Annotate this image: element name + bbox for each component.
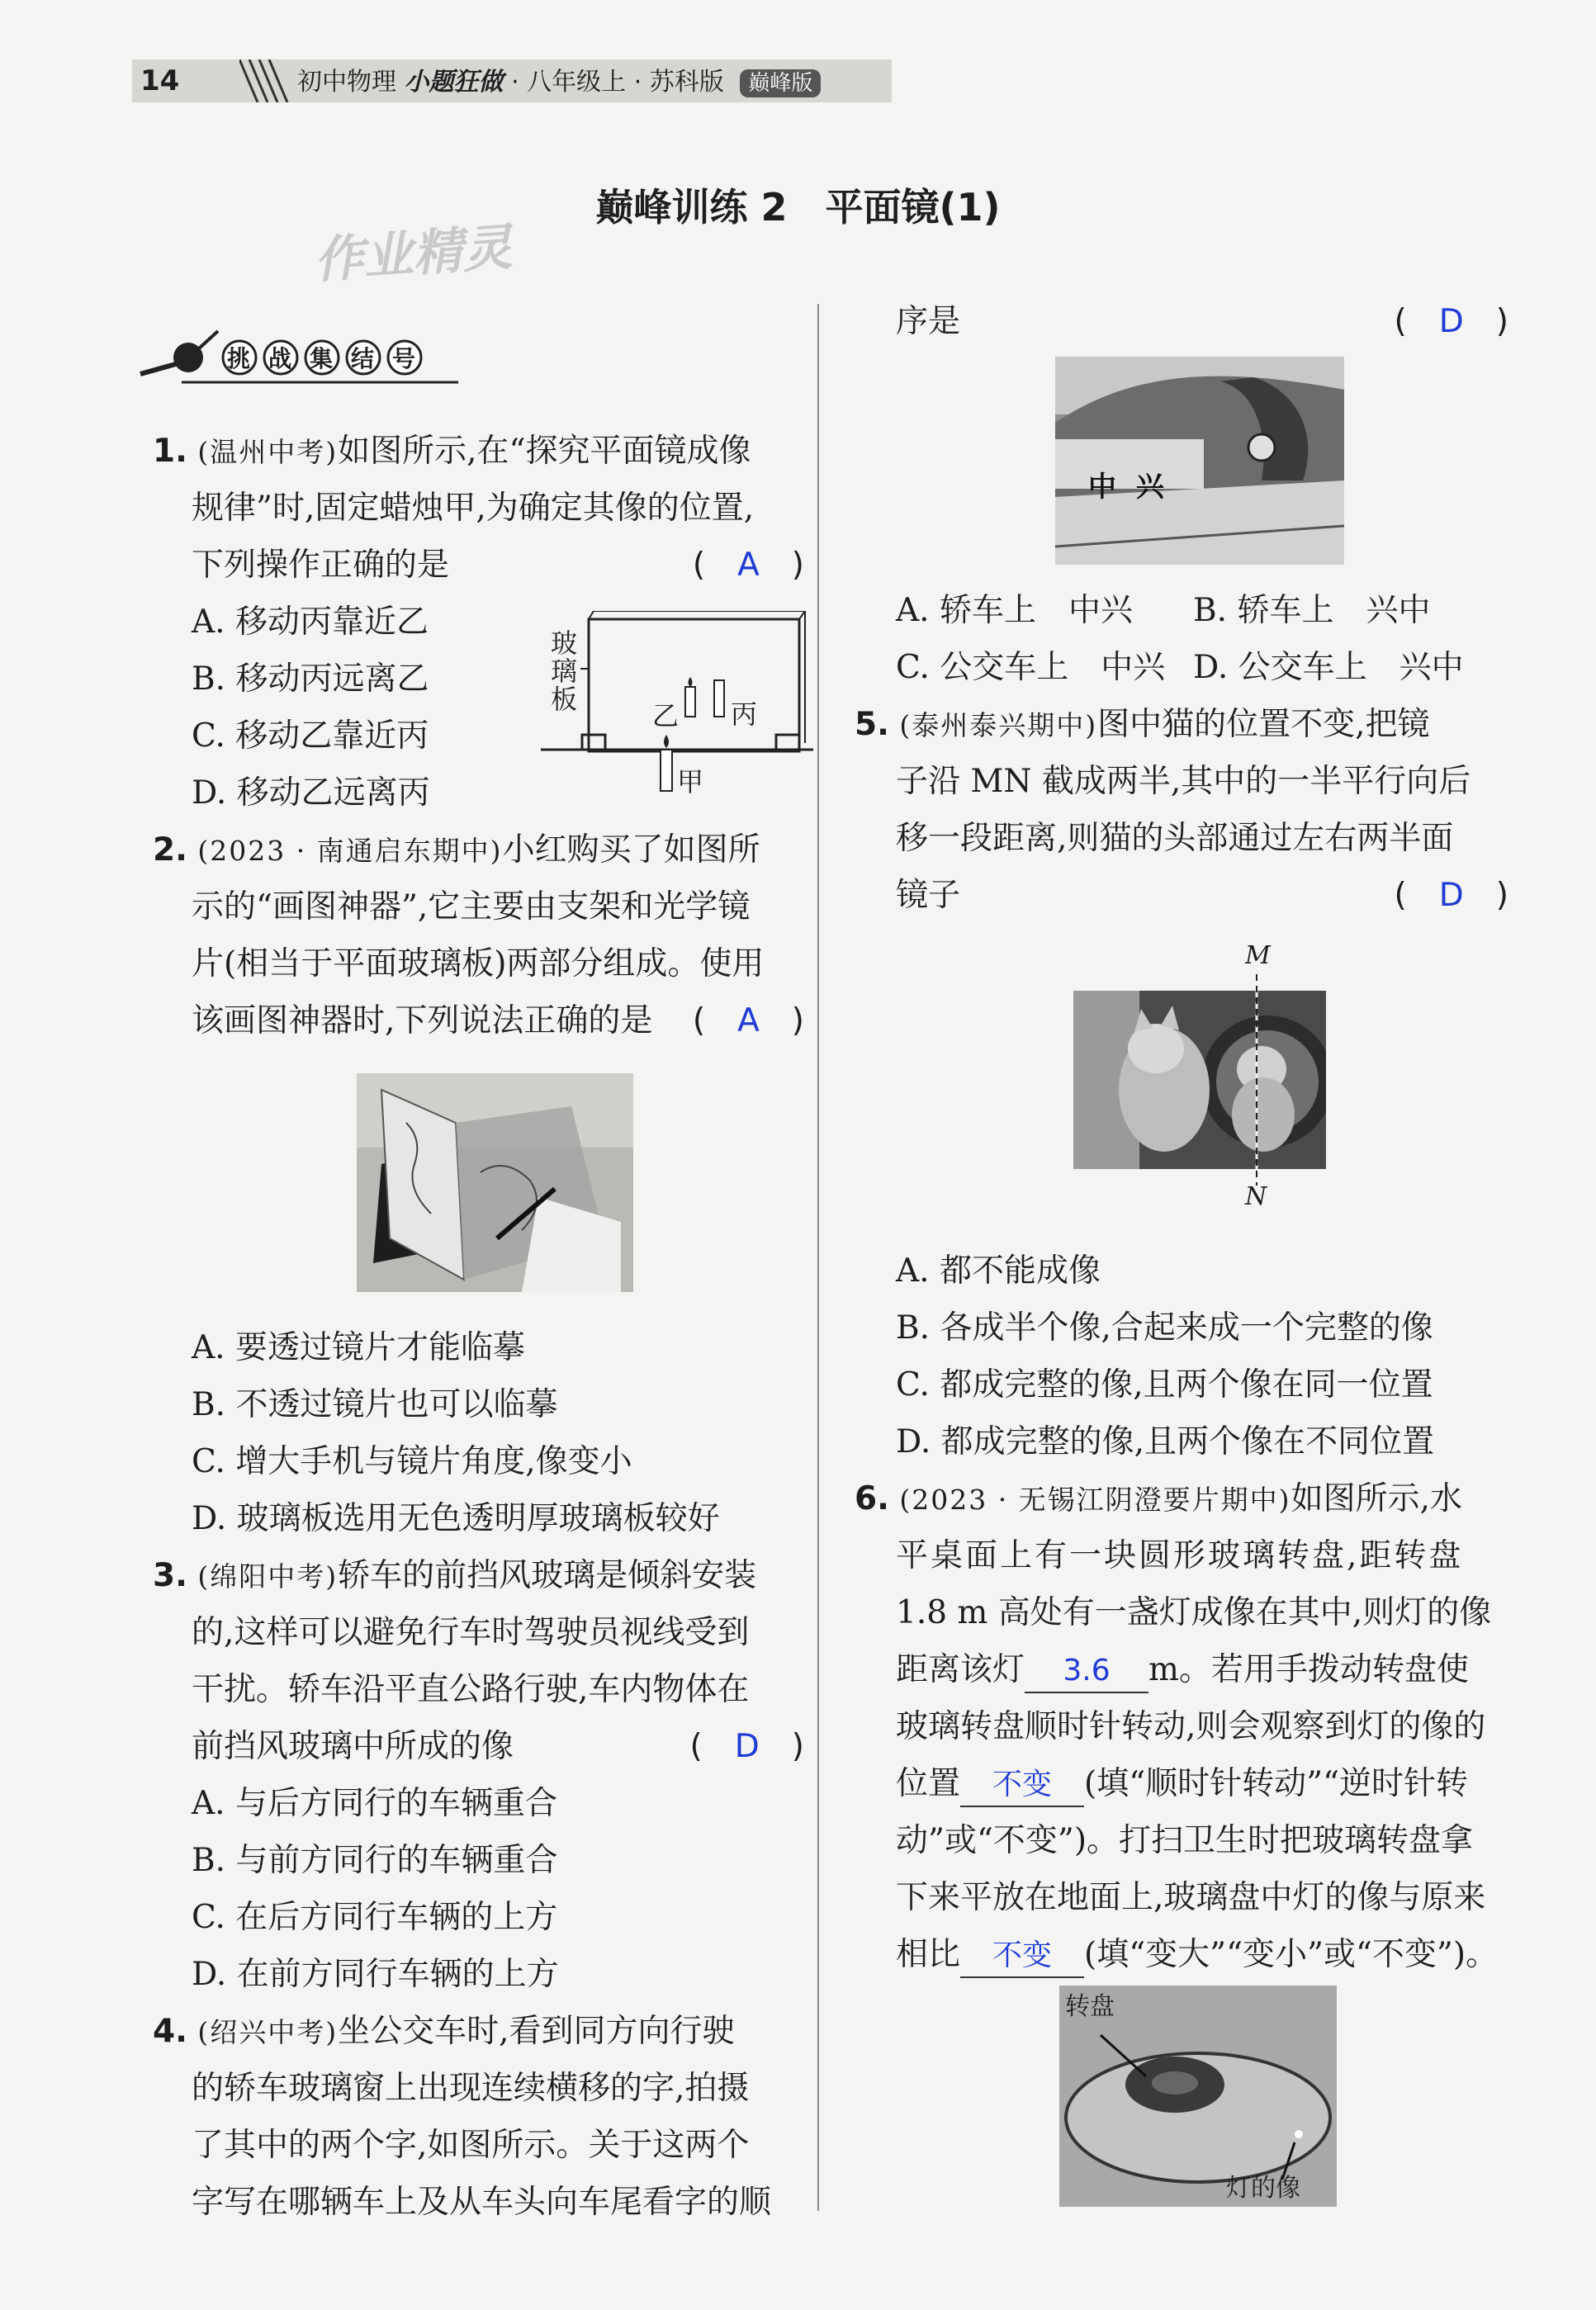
q2-option-a: A. 要透过镜片才能临摹	[192, 1329, 525, 1366]
book-brand: 小题狂做	[404, 68, 504, 97]
q5-cat-mirror-photo	[1073, 991, 1326, 1169]
q6-line8: 下来平放在地面上,玻璃盘中灯的像与原来	[896, 1879, 1486, 1916]
q4-line5: 序是 ( D )	[896, 303, 1508, 340]
q4-line2: 的轿车玻璃窗上出现连续横移的字,拍摄	[192, 2070, 750, 2107]
q5-line3: 移一段距离,则猫的头部通过左右两半面	[896, 820, 1454, 857]
q4-option-c: C. 公交车上 中兴	[896, 649, 1166, 686]
page-title: 巅峰训练 2 平面镜(1)	[595, 185, 1001, 230]
q2-line1: 2. (2023 · 南通启东期中)小红购买了如图所	[153, 831, 760, 869]
edition-badge: 巅峰版	[740, 69, 821, 97]
q3-option-a: A. 与后方同行的车辆重合	[192, 1785, 557, 1822]
q2-answer: A	[737, 1002, 760, 1039]
q5-label-n: N	[1245, 1182, 1267, 1211]
q3-option-b: B. 与前方同行的车辆重合	[192, 1842, 558, 1879]
q3-line1: 3. (绵阳中考)轿车的前挡风玻璃是倾斜安装	[153, 1557, 757, 1594]
section-label: 挑战集结号	[227, 345, 434, 372]
q5-label-m: M	[1245, 941, 1271, 970]
q3-option-c: C. 在后方同行车辆的上方	[192, 1899, 558, 1936]
watermark: 作业精灵	[312, 218, 514, 291]
q1-option-d: D. 移动乙远离丙	[192, 774, 430, 812]
q2-line2: 示的“画图神器”,它主要由支架和光学镜	[192, 888, 751, 925]
q6-line1: 6. (2023 · 无锡江阴澄要片期中)如图所示,水	[855, 1480, 1462, 1517]
q3-option-d: D. 在前方同行车辆的上方	[192, 1956, 559, 1993]
q4-line4: 字写在哪辆车上及从车头向车尾看字的顺	[192, 2184, 772, 2221]
q6-fig-label-turntable: 转盘	[1065, 1986, 1115, 2022]
q6-blank-2: 不变	[960, 1764, 1084, 1807]
q4-line3: 了其中的两个字,如图所示。关于这两个	[192, 2127, 750, 2164]
q2-option-c: C. 增大手机与镜片角度,像变小	[192, 1443, 632, 1480]
q5-line1: 5. (泰州泰兴期中)图中猫的位置不变,把镜	[855, 706, 1430, 743]
q4-option-a: A. 轿车上 中兴	[896, 592, 1133, 629]
q1-line3: 下列操作正确的是 ( A )	[192, 547, 804, 584]
q4-line1: 4. (绍兴中考)坐公交车时,看到同方向行驶	[153, 2013, 735, 2050]
q3-line3: 干扰。轿车沿平直公路行驶,车内物体在	[192, 1671, 750, 1708]
q1-option-b: B. 移动丙远离乙	[192, 660, 429, 698]
q1-line2: 规律”时,固定蜡烛甲,为确定其像的位置,	[192, 490, 755, 527]
q6-blank-1: 3.6	[1025, 1650, 1148, 1693]
q5-option-b: B. 各成半个像,合起来成一个完整的像	[896, 1309, 1433, 1347]
header-hatch-decoration	[239, 59, 289, 102]
q6-line2: 平桌面上有一块圆形玻璃转盘,距转盘	[896, 1537, 1464, 1574]
q1-option-a: A. 移动丙靠近乙	[192, 604, 429, 641]
q1-line1: 1. (温州中考)如图所示,在“探究平面镜成像	[153, 433, 751, 470]
q6-fig-label-lamp-image: 灯的像	[1226, 2174, 1300, 2203]
q2-option-d: D. 玻璃板选用无色透明厚玻璃板较好	[192, 1500, 720, 1537]
q4-option-b: B. 轿车上 兴中	[1193, 592, 1431, 629]
q5-option-a: A. 都不能成像	[896, 1252, 1101, 1290]
q6-line9: 相比 不变 (填“变大”“变小”或“不变”)。	[896, 1926, 1498, 1983]
q1-fig-label-yi: 乙	[652, 700, 680, 731]
q2-line4: 该画图神器时,下列说法正确的是 ( A )	[192, 1002, 804, 1039]
column-divider	[817, 304, 819, 2211]
q2-line3: 片(相当于平面玻璃板)两部分组成。使用	[192, 945, 765, 982]
q4-option-d: D. 公交车上 兴中	[1193, 649, 1464, 686]
q4-photo-text: 中 兴	[1088, 471, 1169, 504]
q1-option-c: C. 移动乙靠近丙	[192, 717, 429, 755]
q5-line2: 子沿 MN 截成两半,其中的一半平行向后	[896, 763, 1471, 800]
q5-mn-line	[1248, 974, 1265, 1186]
q5-option-d: D. 都成完整的像,且两个像在不同位置	[896, 1423, 1435, 1460]
q6-line5: 玻璃转盘顺时针转动,则会观察到灯的像的	[896, 1708, 1486, 1745]
q2-drawing-tool-photo	[357, 1073, 633, 1292]
q6-line4: 距离该灯 3.6 m。若用手拨动转盘使	[896, 1641, 1469, 1698]
book-title: 初中物理 小题狂做 · 八年级上 · 苏科版 巅峰版	[297, 66, 821, 99]
page-number: 14	[140, 64, 180, 97]
q6-line6: 位置 不变 (填“顺时针转动”“逆时针转	[896, 1755, 1468, 1812]
q4-car-window-photo	[1055, 357, 1344, 565]
q6-blank-3: 不变	[960, 1935, 1084, 1978]
q6-line7: 动”或“不变”)。打扫卫生时把玻璃转盘拿	[896, 1822, 1474, 1859]
q3-answer: D	[734, 1728, 760, 1765]
q1-fig-label-jia: 甲	[677, 766, 704, 798]
q1-fig-label-glass: 玻 璃 板	[550, 627, 577, 715]
q2-option-b: B. 不透过镜片也可以临摹	[192, 1386, 558, 1423]
q1-answer: A	[737, 547, 760, 584]
q6-line3: 1.8 m 高处有一盏灯成像在其中,则灯的像	[896, 1594, 1492, 1631]
q5-answer: D	[1438, 877, 1464, 914]
q5-option-c: C. 都成完整的像,且两个像在同一位置	[896, 1366, 1433, 1404]
q5-line4: 镜子 ( D )	[896, 877, 1508, 914]
q3-line2: 的,这样可以避免行车时驾驶员视线受到	[192, 1614, 750, 1651]
q1-fig-label-bing: 丙	[731, 698, 758, 730]
q3-line4: 前挡风玻璃中所成的像 ( D )	[192, 1728, 804, 1765]
q4-answer: D	[1438, 303, 1464, 340]
